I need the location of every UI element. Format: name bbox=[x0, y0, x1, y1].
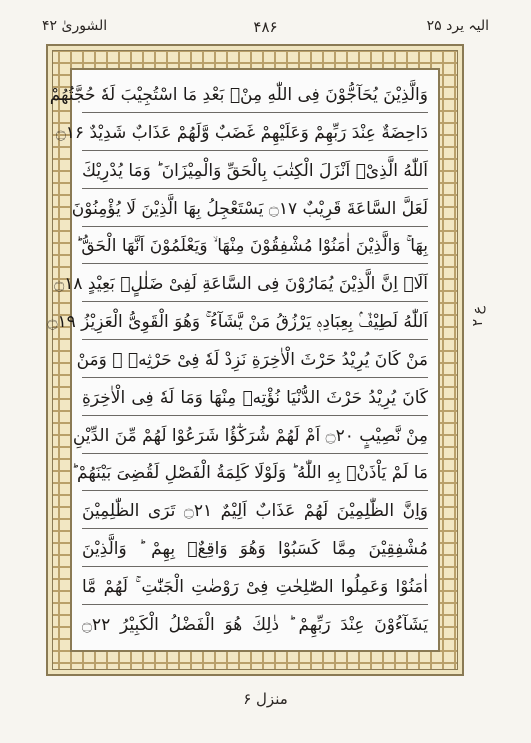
juz-name: الیہ یرد ۲۵ bbox=[426, 18, 489, 34]
verse-line-15: یَشَآءُوْنَ عِنْدَ رَبِّهِمْ ؕ ذٰلِكَ هُوَ الْفَضْلُ الْكَبِیْرُ ۝۲۲ bbox=[82, 614, 428, 635]
verse-line-10: مِنْ نَّصِیْبٍ ۝۲۰ اَمْ لَهُمْ شُرَكٰٓؤُا شَرَعُوْا لَهُمْ مِّنَ الدِّیْنِ bbox=[82, 419, 428, 454]
verse-line-7: اَللّٰهُ لَطِیْفٌۢ بِعِبَادِهٖ یَرْزُقُ مَنْ یَّشَآءُ ۚ وَهُوَ الْقَوِیُّ الْعَزِیْزُ ۝۱۹ bbox=[82, 305, 428, 340]
verse-line-4: لَعَلَّ السَّاعَةَ قَرِیْبٌ ۝۱۷ یَسْتَعْجِلُ بِهَا الَّذِیْنَ لَا یُؤْمِنُوْنَ bbox=[82, 192, 428, 227]
manzil-footer: منزل ۶ bbox=[243, 690, 288, 708]
verse-line-5: بِهَا ۚ وَالَّذِیْنَ اٰمَنُوْا مُشْفِقُوْنَ مِنْهَا ۙ وَیَعْلَمُوْنَ اَنَّهَا الْحَقُّ ؕ bbox=[82, 229, 428, 264]
verse-line-9: كَانَ یُرِیْدُ حَرْثَ الدُّنْیَا نُؤْتِهٖ مِنْهَا وَمَا لَهٗ فِی الْاٰخِرَةِ bbox=[82, 381, 428, 416]
verse-lines bbox=[47, 78, 428, 642]
verse-line-2: دَاحِضَةٌ عِنْدَ رَبِّهِمْ وَعَلَیْهِمْ غَضَبٌ وَّلَهُمْ عَذَابٌ شَدِیْدٌ ۝۱۶ bbox=[82, 116, 428, 151]
verse-line-1: وَالَّذِیْنَ یُحَآجُّوْنَ فِی اللّٰهِ مِنْۢ بَعْدِ مَا اسْتُجِیْبَ لَهٗ حُجَّتُهُمْ bbox=[82, 78, 428, 113]
page-header bbox=[20, 18, 511, 40]
page-number: ۴۸۶ bbox=[253, 18, 278, 36]
verse-line-3: اَللّٰهُ الَّذِیْۤ اَنْزَلَ الْكِتٰبَ بِالْحَقِّ وَالْمِیْزَانَ ؕ وَمَا یُدْرِیْكَ bbox=[82, 154, 428, 189]
verse-line-6: اَلَاۤ اِنَّ الَّذِیْنَ یُمَارُوْنَ فِی السَّاعَةِ لَفِیْ ضَلٰلٍۭ بَعِیْدٍ ۝۱۸ bbox=[82, 267, 428, 302]
ornamental-frame bbox=[46, 44, 464, 676]
text-panel bbox=[47, 68, 440, 652]
verse-line-13: مُشْفِقِیْنَ مِمَّا كَسَبُوْا وَهُوَ وَاقِعٌۢ بِهِمْ ؕ وَالَّذِیْنَ bbox=[82, 532, 428, 567]
surah-name: الشوریٰ ۴۲ bbox=[42, 18, 108, 34]
ruku-marker: ع ۲ bbox=[470, 306, 486, 327]
verse-line-8: مَنْ كَانَ یُرِیْدُ حَرْثَ الْاٰخِرَةِ نَزِدْ لَهٗ فِیْ حَرْثِهٖ ۚ وَمَنْ bbox=[82, 343, 428, 378]
verse-line-12: وَاِنَّ الظّٰلِمِیْنَ لَهُمْ عَذَابٌ اَلِیْمٌ ۝۲۱ تَرَى الظّٰلِمِیْنَ bbox=[82, 494, 428, 529]
verse-line-14: اٰمَنُوْا وَعَمِلُوا الصّٰلِحٰتِ فِیْ رَوْضٰتِ الْجَنّٰتِ ۚ لَهُمْ مَّا bbox=[82, 570, 428, 605]
verse-line-11: مَا لَمْ یَاْذَنْۢ بِهِ اللّٰهُ ؕ وَلَوْلَا كَلِمَةُ الْفَصْلِ لَقُضِیَ بَیْنَهُمْ ؕ bbox=[82, 456, 428, 491]
